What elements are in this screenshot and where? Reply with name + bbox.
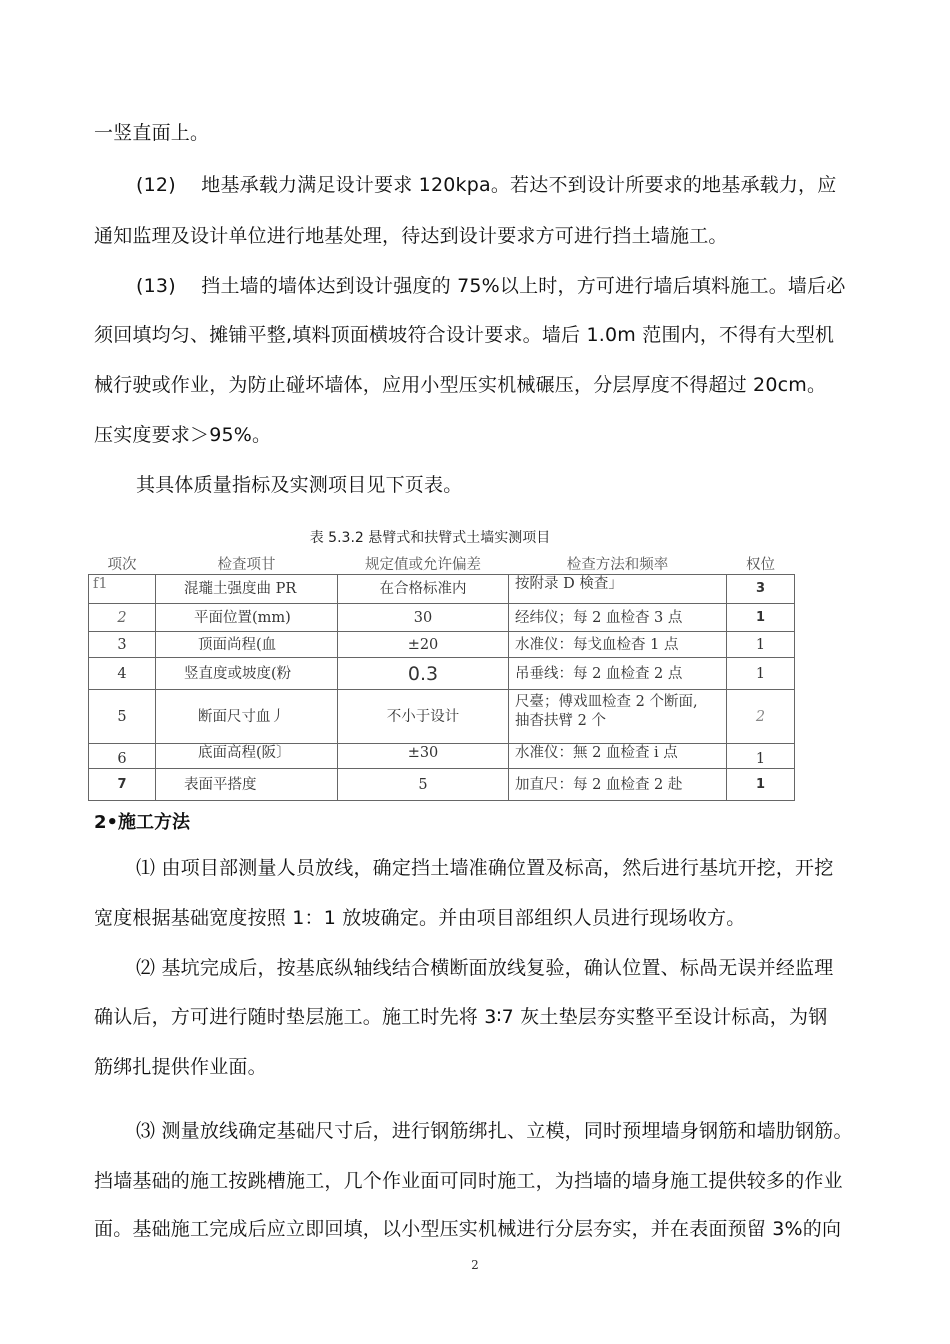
table-cell: 7 bbox=[89, 769, 156, 801]
paragraph-line: 压实度要求＞95%。 bbox=[94, 424, 272, 446]
paragraph-line: 须回填均匀、摊铺平整,填料顶面横坡符合设计要求。墙后 1.0m 范围内，不得有大型机 bbox=[94, 324, 835, 346]
table-cell: 按附录 D 検査」 bbox=[509, 575, 727, 604]
paragraph-line: ⑴ 由项目部测量人员放线，确定挡土墙准确位置及标高，然后进行基坑开挖，开挖 bbox=[136, 857, 834, 879]
table-cell: 2 bbox=[727, 690, 795, 744]
table-header-cell: 规定值或允许偏差 bbox=[338, 546, 509, 575]
table-caption: 表 5.3.2 悬臂式和扶臂式土墙实测项目 bbox=[309, 530, 551, 546]
table-cell: 1 bbox=[727, 658, 795, 690]
table-cell: 竖直度或坡度(粉 bbox=[156, 658, 338, 690]
table-row bbox=[89, 690, 795, 744]
table-row bbox=[89, 744, 795, 769]
paragraph-line: 确认后，方可进行随时垫层施工。施工时先将 3∶7 灰土垫层夯实整平至设计标高，为钢 bbox=[94, 1006, 828, 1028]
table-cell: 0.3 bbox=[338, 658, 509, 690]
table-cell: 断面尺寸血丿 bbox=[156, 690, 338, 744]
paragraph-line: 其具体质量指标及实测项目见下页表。 bbox=[136, 474, 463, 496]
table-cell: ±20 bbox=[338, 632, 509, 658]
table-cell: 水准仪：無 2 血检査 i 点 bbox=[509, 744, 727, 769]
table-header-cell: 检査项甘 bbox=[156, 546, 338, 575]
table-cell: 经纬仪；每 2 血检杳 3 点 bbox=[509, 604, 727, 632]
table-cell: 5 bbox=[89, 690, 156, 744]
table-header-cell: 权位 bbox=[727, 546, 795, 575]
table-cell: 底面高程(阪〕 bbox=[156, 744, 338, 769]
table-cell: 1 bbox=[727, 604, 795, 632]
paragraph-line: 械行驶或作业，为防止碰坏墙体，应用小型压实机械碾压，分层厚度不得超过 20cm。 bbox=[94, 374, 827, 396]
table-cell: 30 bbox=[338, 604, 509, 632]
paragraph-line: 通知监理及设计单位进行地基处理，待达到设计要求方可进行挡土墙施工。 bbox=[94, 225, 728, 247]
table-row bbox=[89, 658, 795, 690]
paragraph-line: 宽度根据基础宽度按照 1：1 放坡确定。并由项目部组织人员进行现场收方。 bbox=[94, 907, 746, 929]
paragraph-line: 一竖直面上。 bbox=[94, 122, 210, 144]
table-row bbox=[89, 604, 795, 632]
paragraph-line: 面。基础施工完成后应立即回填，以小型压实机械进行分层夯实，并在表面预留 3%的向 bbox=[94, 1218, 842, 1240]
page-number: 2 bbox=[471, 1258, 479, 1272]
table-cell: 加直尺：每 2 血检査 2 赴 bbox=[509, 769, 727, 801]
paragraph-line: 筋绑扎提供作业面。 bbox=[94, 1056, 267, 1078]
table-cell: 6 bbox=[89, 744, 156, 769]
table-cell: 3 bbox=[89, 632, 156, 658]
inspection-table bbox=[88, 546, 795, 801]
table-cell: 顶面尚程(血 bbox=[156, 632, 338, 658]
table-cell bbox=[509, 690, 727, 744]
table-cell: 混瓏土强度曲 PR bbox=[156, 575, 338, 604]
table-row bbox=[89, 575, 795, 604]
paragraph-line: ⑵ 基坑完成后，按基底纵轴线结合横断面放线复验，确认位置、标咼无误并经监理 bbox=[136, 957, 834, 979]
table-row bbox=[89, 769, 795, 801]
table-cell-text: 尺臺；傅戏皿检查 2 个断面, 抽杳扶臂 2 个 bbox=[515, 694, 698, 729]
table-cell: 平面位置(mm) bbox=[156, 604, 338, 632]
paragraph-line: ⑶ 测量放线确定基础尺寸后，进行钢筋绑扎、立模，同时预埋墙身钢筋和墙肋钢筋。 bbox=[136, 1120, 853, 1142]
paragraph-line: 挡墙基础的施工按跳槽施工，几个作业面可同时施工，为挡墙的墙身施工提供较多的作业 bbox=[94, 1170, 843, 1192]
table-cell: f1 bbox=[89, 575, 156, 604]
table-row bbox=[89, 632, 795, 658]
table-cell: 在合格标准内 bbox=[338, 575, 509, 604]
table-header-cell: 检查方法和频率 bbox=[509, 546, 727, 575]
table-cell: 1 bbox=[727, 632, 795, 658]
section-heading: 2•施工方法 bbox=[94, 812, 191, 833]
table-cell: 吊垂线：每 2 血检査 2 点 bbox=[509, 658, 727, 690]
paragraph-line: (12) 地基承载力满足设计要求 120kpa。若达不到设计所要求的地基承载力，应 bbox=[136, 174, 837, 196]
table-cell: 1 bbox=[727, 744, 795, 769]
table-cell: 4 bbox=[89, 658, 156, 690]
table-cell: 5 bbox=[338, 769, 509, 801]
table-header-cell: 项次 bbox=[89, 546, 156, 575]
table-cell: 2 bbox=[89, 604, 156, 632]
table-cell: 1 bbox=[727, 769, 795, 801]
table-cell: 不小于设计 bbox=[338, 690, 509, 744]
table-cell: 水准仪：每戈血检杳 1 点 bbox=[509, 632, 727, 658]
table-header-row bbox=[89, 546, 795, 575]
table-cell: 3 bbox=[727, 575, 795, 604]
table-cell: 表面平搭度 bbox=[156, 769, 338, 801]
table-cell: ±30 bbox=[338, 744, 509, 769]
paragraph-line: (13) 挡土墙的墙体达到设计强度的 75%以上时，方可进行墙后填料施工。墙后必 bbox=[136, 275, 846, 297]
